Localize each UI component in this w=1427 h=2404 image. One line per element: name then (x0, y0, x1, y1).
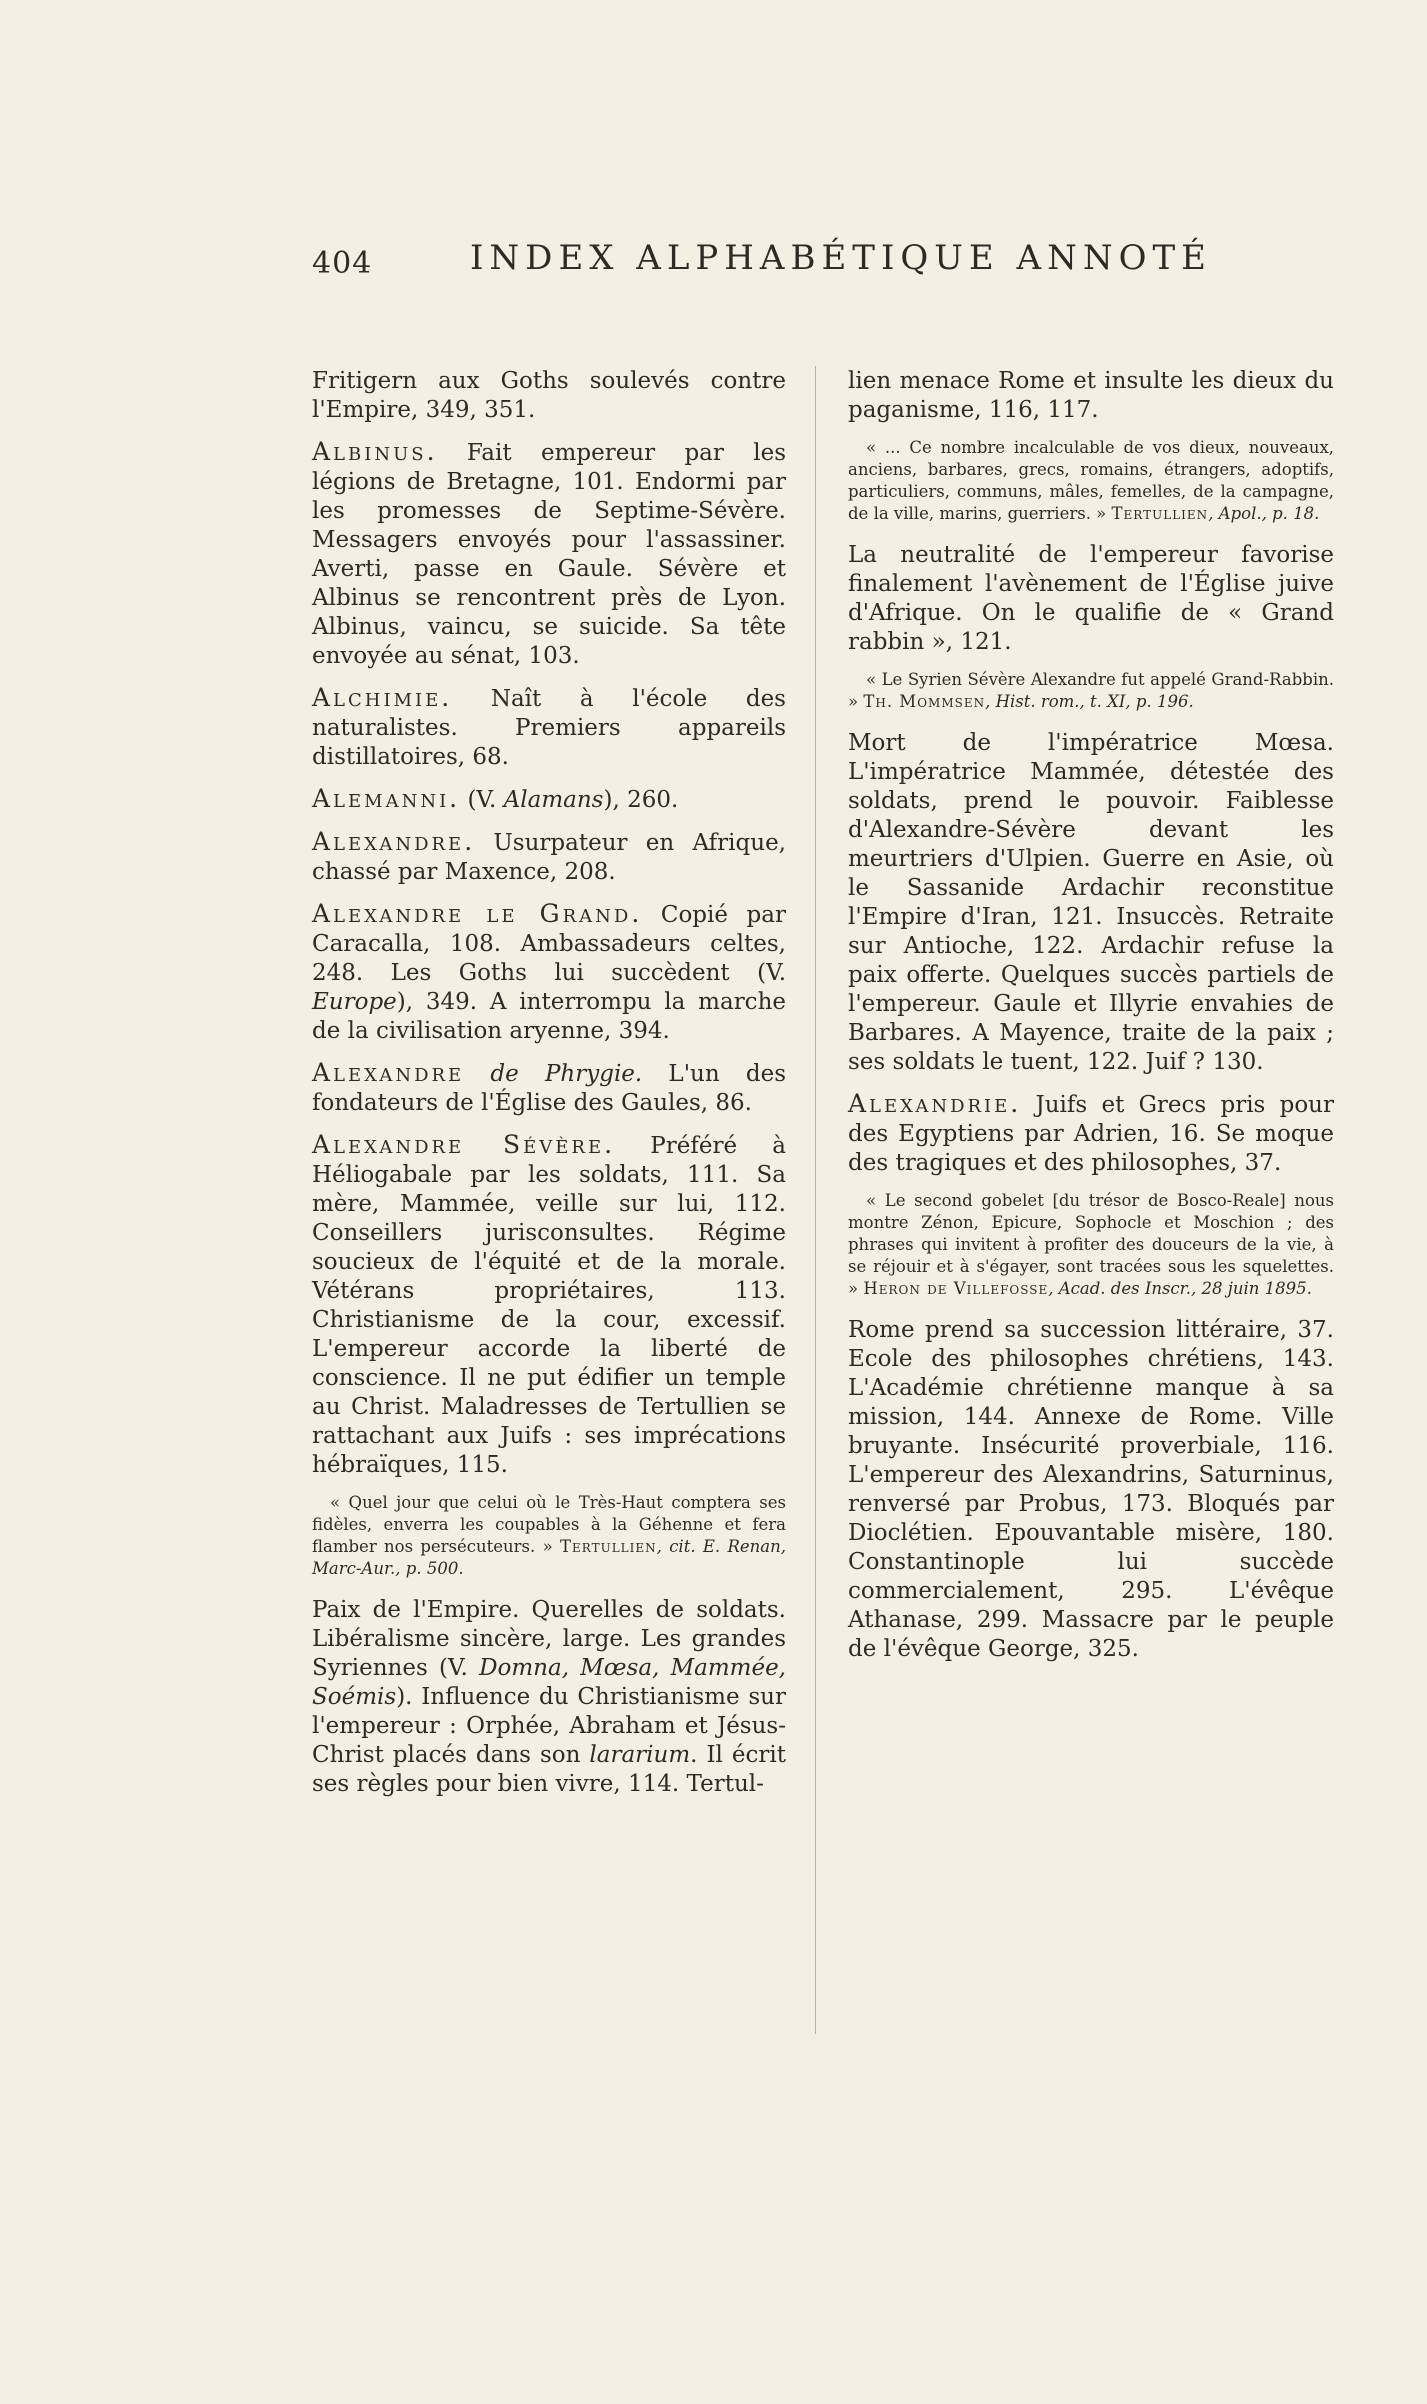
entry-headword: Alemanni. (312, 784, 461, 813)
quotation (848, 669, 1334, 713)
index-text: lien menace Rome et insulte les dieux du paganisme, 116, 117. (848, 368, 1334, 423)
quote-citation: , Acad. des Inscr., 28 juin 1895. (1048, 1279, 1312, 1298)
quote-citation: , Hist. rom., t. XI, p. 196. (985, 692, 1194, 711)
quote-author: Tertullien (1111, 504, 1209, 523)
entry-headword-qualifier: de Phrygie. (464, 1061, 643, 1087)
quote-author: Th. Mommsen (863, 692, 986, 711)
entry-text: Naît à l'école des naturalistes. Premiers appareils distillatoires, 68. (312, 686, 786, 770)
running-title: INDEX ALPHABÉTIQUE ANNOTÉ (470, 238, 1212, 278)
index-entry-albinus (312, 437, 786, 671)
entry-headword: Alexandre. (312, 827, 476, 856)
index-entry-alemanni (312, 784, 786, 815)
index-entry-alexandrie (848, 1089, 1334, 1178)
quote-text: « Le second gobelet [du trésor de Bosco-Reale] nous montre Zénon, Epicure, Sophocle et Moschion ; des phrases qui invitent à profiter des douceurs de la vie, à se réjouir et à s'égayer, sont tracées sous les squelettes. » (848, 1191, 1334, 1298)
quote-text: « Quel jour que celui où le Très-Haut comptera ses fidèles, enverra les coupables à la Géhenne et fera flamber nos persécuteurs. » (312, 1493, 786, 1556)
entry-headword: Alexandre (312, 1058, 465, 1087)
quote-text: « ... Ce nombre incalculable de vos dieux, nouveaux, anciens, barbares, grecs, romains, étrangers, adoptifs, particuliers, communs, mâles, femelles, de la campagne, de la ville, marins, guerriers. » (848, 438, 1334, 523)
index-entry-alexandre-severe (312, 1130, 786, 1480)
quote-text: « Le Syrien Sévère Alexandre fut appelé Grand-Rabbin. » (848, 670, 1334, 711)
index-entry-alexandre-de-phrygie (312, 1058, 786, 1118)
cross-reference: Domna, Mœsa, Mammée, Soémis (312, 1655, 786, 1710)
entry-text: . Il écrit ses règles pour bien vivre, 114. Tertul- (312, 1742, 786, 1797)
quote-author: Tertullien (559, 1537, 657, 1556)
entry-text: Juifs et Grecs pris pour des Egyptiens par Adrien, 16. Se moque des tragiques et des philosophes, 37. (848, 1092, 1334, 1176)
cross-reference: Europe (312, 989, 397, 1015)
entry-text: ), 260. (603, 787, 679, 813)
index-text: Mort de l'impératrice Mœsa. L'impératrice Mammée, détestée des soldats, prend le pouvoir. Faiblesse d'Alexandre-Sévère devant les meurtriers d'Ulpien. Guerre en Asie, où le Sassanide Ardachir reconstitue l'Empire d'Iran, 121. Insuccès. Retraite sur Antioche, 122. Ardachir refuse la paix offerte. Quelques succès partiels de l'empereur. Gaule et Illyrie envahies de Barbares. A Mayence, traite de la paix ; ses soldats le tuent, 122. Juif ? 130. (848, 730, 1334, 1075)
quotation (848, 1190, 1334, 1300)
cross-reference: Alamans (503, 787, 604, 813)
entry-text: Fait empereur par les légions de Bretagne, 101. Endormi par les promesses de Septime-Sévère. Messagers envoyés pour l'assassiner. Averti, passe en Gaule. Sévère et Albinus se rencontrent près de Lyon. Albinus, vaincu, se suicide. Sa tête envoyée au sénat, 103. (312, 440, 786, 669)
index-text: La neutralité de l'empereur favorise finalement l'avènement de l'Église juive d'Afrique. On le qualifie de « Grand rabbin », 121. (848, 542, 1334, 655)
index-entry-alexandre-le-grand (312, 899, 786, 1046)
index-text: Fritigern aux Goths soulevés contre l'Empire, 349, 351. (312, 368, 786, 423)
quotation (312, 1492, 786, 1580)
entry-text: L'un des fondateurs de l'Église des Gaules, 86. (312, 1061, 786, 1116)
entry-headword: Alexandre le Grand. (312, 899, 643, 928)
entry-text: Usurpateur en Afrique, chassé par Maxence, 208. (312, 830, 786, 885)
term: lararium (589, 1742, 691, 1768)
entry-headword: Alchimie. (312, 683, 453, 712)
page-header (0, 238, 1427, 298)
index-entry-alchimie (312, 683, 786, 772)
page-number: 404 (312, 246, 373, 281)
entry-text: (V. (460, 787, 504, 813)
entry-text: ). Influence du Christianisme sur l'empereur : Orphée, Abraham et Jésus-Christ placés dans son (312, 1684, 786, 1768)
index-text (312, 1596, 786, 1799)
left-column (312, 367, 786, 1811)
quote-citation: , cit. E. Renan, Marc-Aur., p. 500. (312, 1537, 787, 1578)
index-entry-alexandre (312, 827, 786, 887)
entry-headword: Alexandrie. (848, 1089, 1022, 1118)
quote-citation: , Apol., p. 18. (1208, 504, 1320, 523)
entry-text: Préféré à Héliogabale par les soldats, 111. Sa mère, Mammée, veille sur lui, 112. Conseillers jurisconsultes. Régime soucieux de l'équité et de la morale. Vétérans propriétaires, 113. Christianisme de la cour, excessif. L'empereur accorde la liberté de conscience. Il ne put édifier un temple au Christ. Maladresses de Tertullien se rattachant aux Juifs : ses imprécations hébraïques, 115. (312, 1133, 786, 1478)
entry-headword: Albinus. (312, 437, 438, 466)
quotation (848, 437, 1334, 525)
entry-text: Copié par Caracalla, 108. Ambassadeurs celtes, 248. Les Goths lui succèdent (V. (312, 902, 786, 986)
quote-author: Heron de Villefosse (863, 1279, 1049, 1298)
right-column (848, 367, 1334, 1676)
index-text: Rome prend sa succession littéraire, 37. Ecole des philosophes chrétiens, 143. L'Académie chrétienne manque à sa mission, 144. Annexe de Rome. Ville bruyante. Insécurité proverbiale, 116. L'empereur des Alexandrins, Saturninus, renversé par Probus, 173. Bloqués par Dioclétien. Epouvantable misère, 180. Constantinople lui succède commercialement, 295. L'évêque Athanase, 299. Massacre par le peuple de l'évêque George, 325. (848, 1317, 1334, 1662)
entry-headword: Alexandre Sévère. (312, 1130, 616, 1159)
entry-text: ), 349. A interrompu la marche de la civilisation aryenne, 394. (312, 989, 786, 1044)
entry-text: Paix de l'Empire. Querelles de soldats. Libéralisme sincère, large. Les grandes Syriennes (V. (312, 1597, 786, 1681)
column-divider (815, 366, 816, 2034)
